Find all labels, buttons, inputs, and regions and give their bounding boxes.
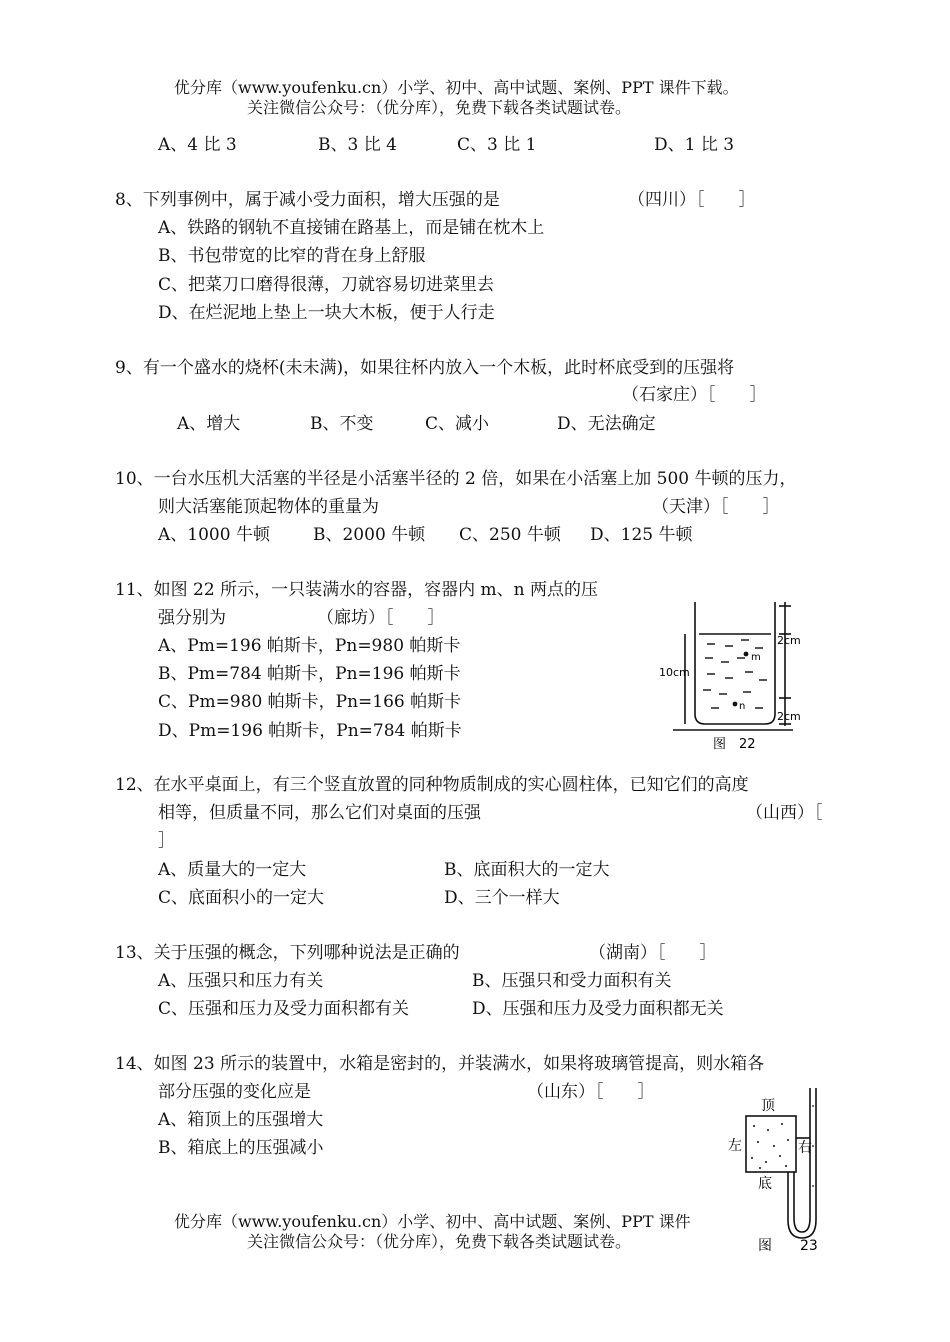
q10-option-b: B、2000 牛顿 bbox=[313, 525, 426, 545]
q11-stem-line-2: 强分别为 bbox=[158, 608, 226, 628]
figure-22-caption: 图 22 bbox=[713, 737, 756, 752]
q14-option-b: B、箱底上的压强减小 bbox=[158, 1138, 324, 1158]
q13-option-c: C、压强和压力及受力面积都有关 bbox=[158, 999, 410, 1019]
figure-23 bbox=[724, 1086, 840, 1256]
q10-stem-line-2: 则大活塞能顶起物体的重量为 bbox=[158, 497, 379, 517]
q12-option-a: A、质量大的一定大 bbox=[158, 860, 307, 880]
q14-source: （山东）［ ］ bbox=[527, 1082, 655, 1102]
q12-option-b: B、底面积大的一定大 bbox=[444, 860, 610, 880]
q12-source: （山西）［ bbox=[746, 803, 823, 823]
q8-option-b: B、书包带宽的比窄的背在身上舒服 bbox=[158, 246, 426, 266]
water-tank bbox=[746, 1116, 796, 1172]
q11-option-d: D、Pm=196 帕斯卡，Pn=784 帕斯卡 bbox=[158, 721, 462, 741]
label-top: 顶 bbox=[761, 1098, 775, 1114]
q13-option-d: D、压强和压力及受力面积都无关 bbox=[472, 999, 724, 1019]
header-line-1: 优分库（www.youfenku.cn）小学、初中、高中试题、案例、PPT 课件下载。 bbox=[174, 78, 739, 97]
q14-stem-line-1: 14、如图 23 所示的装置中，水箱是密封的，并装满水，如果将玻璃管提高，则水箱各 bbox=[115, 1054, 765, 1074]
label-height: 10cm bbox=[659, 666, 690, 679]
label-n: n bbox=[739, 701, 746, 712]
q8-option-d: D、在烂泥地上垫上一块大木板，便于人行走 bbox=[158, 303, 495, 323]
q13-option-b: B、压强只和受力面积有关 bbox=[472, 971, 672, 991]
q11-source: （廊坊）［ ］ bbox=[317, 608, 445, 628]
q10-option-c: C、250 牛顿 bbox=[459, 525, 561, 545]
q11-stem-line-1: 11、如图 22 所示，一只装满水的容器，容器内 m、n 两点的压 bbox=[115, 580, 598, 600]
q13-option-a: A、压强只和压力有关 bbox=[158, 971, 324, 991]
q7-option-b: B、3 比 4 bbox=[318, 135, 397, 155]
point-m bbox=[744, 652, 749, 657]
q12-option-c: C、底面积小的一定大 bbox=[158, 888, 325, 908]
q14-stem-line-2: 部分压强的变化应是 bbox=[158, 1082, 311, 1102]
q12-bracket-close: ］ bbox=[158, 831, 175, 851]
glass-tube-outer bbox=[788, 1088, 816, 1238]
q10-option-d: D、125 牛顿 bbox=[590, 525, 693, 545]
q12-option-d: D、三个一样大 bbox=[444, 888, 560, 908]
q9-option-b: B、不变 bbox=[310, 414, 374, 434]
label-right: 右 bbox=[798, 1140, 812, 1156]
q10-source: （天津）［ ］ bbox=[652, 497, 780, 517]
q13-stem: 13、关于压强的概念，下列哪种说法是正确的 bbox=[115, 943, 460, 963]
q7-option-c: C、3 比 1 bbox=[457, 135, 537, 155]
q8-stem: 8、下列事例中，属于减小受力面积，增大压强的是 bbox=[115, 190, 500, 210]
q11-option-b: B、Pm=784 帕斯卡，Pn=196 帕斯卡 bbox=[158, 664, 461, 684]
figure-23-caption: 图 23 bbox=[758, 1238, 818, 1254]
label-bottom: 底 bbox=[758, 1176, 772, 1192]
q8-source: （四川）［ ］ bbox=[628, 190, 756, 210]
footer-line-1: 优分库（www.youfenku.cn）小学、初中、高中试题、案例、PPT 课件 bbox=[174, 1212, 691, 1231]
q9-option-c: C、减小 bbox=[425, 414, 490, 434]
q12-stem-line-2: 相等，但质量不同，那么它们对桌面的压强 bbox=[158, 803, 481, 823]
q11-option-c: C、Pm=980 帕斯卡，Pn=166 帕斯卡 bbox=[158, 692, 462, 712]
q9-stem: 9、有一个盛水的烧杯(未未满)，如果往杯内放入一个木板，此时杯底受到的压强将 bbox=[115, 358, 735, 378]
figure-22 bbox=[655, 596, 815, 756]
q9-option-a: A、增大 bbox=[177, 414, 241, 434]
q8-option-a: A、铁路的钢轨不直接铺在路基上，而是铺在枕木上 bbox=[158, 218, 545, 238]
q12-stem-line-1: 12、在水平桌面上，有三个竖直放置的同种物质制成的实心圆柱体，已知它们的高度 bbox=[115, 775, 749, 795]
q11-option-a: A、Pm=196 帕斯卡，Pn=980 帕斯卡 bbox=[158, 636, 461, 656]
q9-source: （石家庄）［ ］ bbox=[622, 385, 767, 405]
label-bottom-depth: 2cm bbox=[777, 710, 801, 723]
q8-option-c: C、把菜刀口磨得很薄，刀就容易切进菜里去 bbox=[158, 275, 495, 295]
label-m: m bbox=[751, 652, 761, 663]
q10-stem-line-1: 10、一台水压机大活塞的半径是小活塞半径的 2 倍，如果在小活塞上加 500 牛顿的压力， bbox=[115, 469, 797, 489]
q14-option-a: A、箱顶上的压强增大 bbox=[158, 1110, 324, 1130]
q13-source: （湖南）［ ］ bbox=[589, 943, 717, 963]
q10-option-a: A、1000 牛顿 bbox=[158, 525, 270, 545]
q7-option-d: D、1 比 3 bbox=[654, 135, 735, 155]
q7-option-a: A、4 比 3 bbox=[158, 135, 237, 155]
footer-line-2: 关注微信公众号：（优分库），免费下载各类试题试卷。 bbox=[247, 1232, 632, 1251]
header-line-2: 关注微信公众号：（优分库），免费下载各类试题试卷。 bbox=[247, 98, 632, 117]
label-top-depth: 2cm bbox=[777, 634, 801, 647]
point-n bbox=[733, 702, 738, 707]
q9-option-d: D、无法确定 bbox=[557, 414, 656, 434]
label-left: 左 bbox=[728, 1138, 742, 1154]
